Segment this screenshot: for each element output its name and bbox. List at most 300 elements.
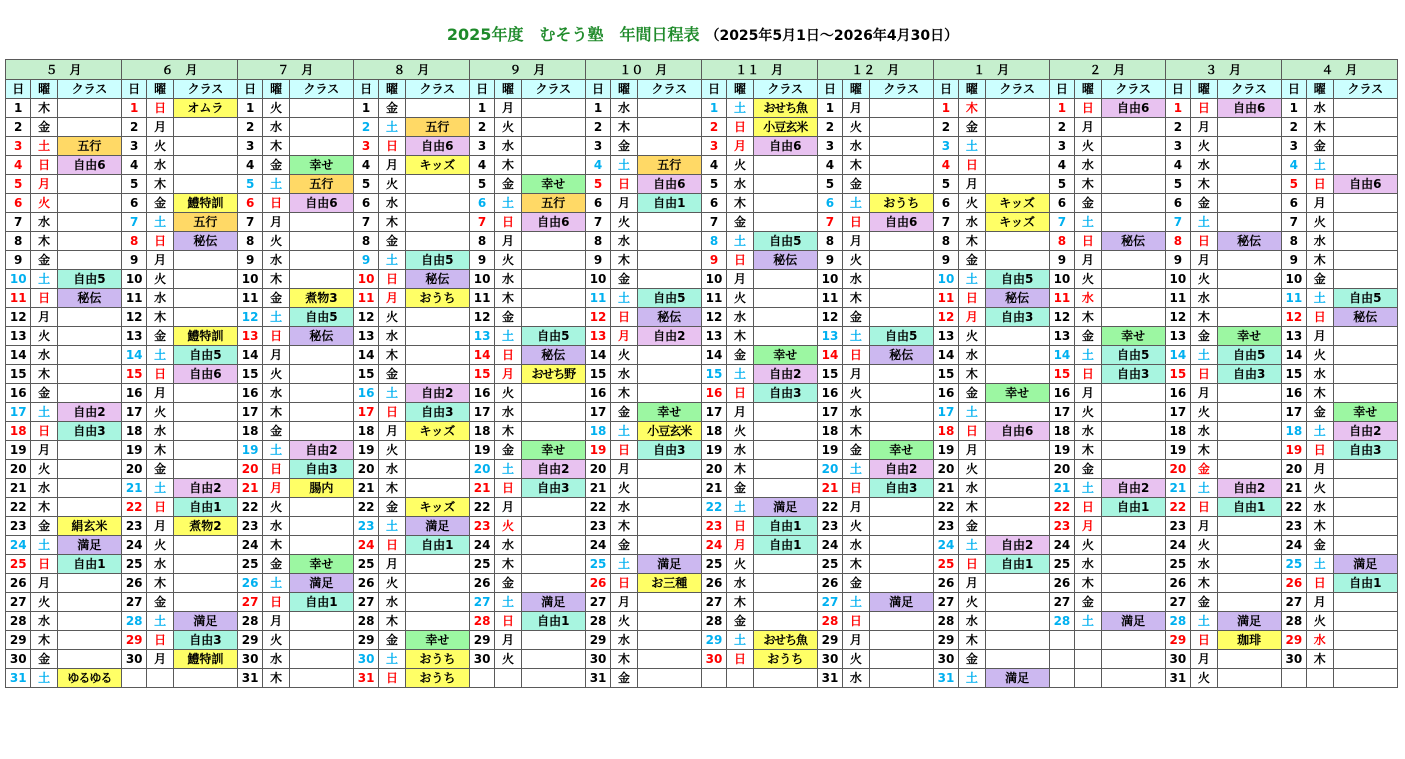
- class-empty: [637, 99, 701, 118]
- day-number: 13: [6, 327, 31, 346]
- weekday: 土: [31, 669, 58, 688]
- weekday: 火: [843, 650, 870, 669]
- day-number: 28: [585, 612, 610, 631]
- class-entry: 満足: [173, 612, 237, 631]
- day-number: 8: [6, 232, 31, 251]
- weekday: 日: [379, 536, 406, 555]
- day-number: 27: [6, 593, 31, 612]
- class-entry: 自由3: [985, 308, 1049, 327]
- class-empty: [869, 517, 933, 536]
- class-empty: [57, 251, 121, 270]
- weekday: 金: [263, 555, 290, 574]
- day-number: 10: [6, 270, 31, 289]
- weekday: 木: [1075, 308, 1102, 327]
- weekday: 火: [1307, 612, 1334, 631]
- weekday: 木: [959, 498, 986, 517]
- day-number: 13: [585, 327, 610, 346]
- day-number: 17: [237, 403, 262, 422]
- class-empty: [1217, 574, 1281, 593]
- class-empty: [869, 384, 933, 403]
- weekday: 火: [263, 232, 290, 251]
- weekday: 木: [263, 536, 290, 555]
- class-empty: [1101, 194, 1165, 213]
- class-entry: 煮物2: [173, 517, 237, 536]
- weekday: 水: [1075, 555, 1102, 574]
- weekday: 木: [1191, 574, 1218, 593]
- header-class: クラス: [985, 80, 1049, 99]
- day-number: 17: [701, 403, 726, 422]
- weekday: 金: [495, 175, 522, 194]
- day-number: 19: [6, 441, 31, 460]
- class-entry: 自由6: [57, 156, 121, 175]
- weekday: 土: [147, 346, 174, 365]
- day-number: 31: [585, 669, 610, 688]
- weekday: 土: [379, 384, 406, 403]
- day-number: 17: [1281, 403, 1306, 422]
- weekday: 金: [31, 118, 58, 137]
- class-empty: [521, 669, 585, 688]
- header-weekday: 曜: [379, 80, 406, 99]
- class-empty: [985, 517, 1049, 536]
- weekday: 木: [263, 669, 290, 688]
- day-number: 30: [469, 650, 494, 669]
- day-number: 1: [353, 99, 378, 118]
- weekday: 水: [959, 479, 986, 498]
- class-empty: [173, 669, 237, 688]
- day-row: [6, 99, 1398, 118]
- weekday: 月: [1191, 251, 1218, 270]
- weekday: 土: [959, 403, 986, 422]
- class-empty: [57, 574, 121, 593]
- class-empty: [405, 479, 469, 498]
- weekday: 火: [1307, 346, 1334, 365]
- weekday: 月: [379, 555, 406, 574]
- class-entry: 自由6: [1101, 99, 1165, 118]
- class-empty: [173, 536, 237, 555]
- weekday: 土: [379, 251, 406, 270]
- day-number: 25: [817, 555, 842, 574]
- day-number: 12: [817, 308, 842, 327]
- weekday: 木: [147, 574, 174, 593]
- class-empty: [173, 251, 237, 270]
- month-name: １ 月: [933, 60, 1049, 80]
- class-empty: [289, 517, 353, 536]
- class-entry: 腸内: [289, 479, 353, 498]
- weekday: 火: [1307, 479, 1334, 498]
- weekday: 木: [495, 555, 522, 574]
- month-name: ７ 月: [237, 60, 353, 80]
- weekday: 水: [379, 194, 406, 213]
- day-number: 14: [6, 346, 31, 365]
- day-number: 19: [353, 441, 378, 460]
- day-number: 3: [1049, 137, 1074, 156]
- class-empty: [1217, 422, 1281, 441]
- weekday: 日: [379, 137, 406, 156]
- day-number: 12: [237, 308, 262, 327]
- day-number: 4: [1049, 156, 1074, 175]
- class-entry: キッズ: [405, 498, 469, 517]
- day-number: 17: [1049, 403, 1074, 422]
- class-entry: 秘伝: [1101, 232, 1165, 251]
- class-empty: [985, 631, 1049, 650]
- weekday: 金: [495, 441, 522, 460]
- weekday: 火: [495, 650, 522, 669]
- header-day: 日: [121, 80, 146, 99]
- class-empty: [405, 612, 469, 631]
- day-number: 26: [469, 574, 494, 593]
- weekday: 日: [379, 270, 406, 289]
- class-empty: [985, 251, 1049, 270]
- weekday: 日: [843, 612, 870, 631]
- day-number: 16: [1165, 384, 1190, 403]
- weekday: 水: [31, 346, 58, 365]
- weekday: 火: [147, 137, 174, 156]
- weekday: 木: [959, 365, 986, 384]
- day-number: 22: [817, 498, 842, 517]
- class-entry: 自由5: [57, 270, 121, 289]
- weekday: 金: [1075, 327, 1102, 346]
- class-entry: 満足: [521, 593, 585, 612]
- weekday: 金: [959, 384, 986, 403]
- day-row: [6, 574, 1398, 593]
- weekday: 土: [147, 479, 174, 498]
- day-number: 18: [1049, 422, 1074, 441]
- class-entry: 自由3: [1101, 365, 1165, 384]
- class-entry: 自由5: [289, 308, 353, 327]
- day-number: 4: [1165, 156, 1190, 175]
- weekday: 日: [379, 403, 406, 422]
- weekday: 水: [611, 365, 638, 384]
- day-number: 30: [121, 650, 146, 669]
- day-number: 29: [121, 631, 146, 650]
- day-number: 12: [1049, 308, 1074, 327]
- class-empty: [1101, 403, 1165, 422]
- day-number: 19: [933, 441, 958, 460]
- class-empty: [637, 669, 701, 688]
- weekday: 月: [611, 460, 638, 479]
- weekday: 月: [1191, 650, 1218, 669]
- class-empty: [869, 232, 933, 251]
- class-empty: [57, 593, 121, 612]
- class-empty: [289, 137, 353, 156]
- day-number: [469, 669, 494, 688]
- day-number: 6: [237, 194, 262, 213]
- class-empty: [637, 460, 701, 479]
- class-entry: 自由3: [753, 384, 817, 403]
- weekday: 金: [379, 99, 406, 118]
- weekday: 水: [727, 308, 754, 327]
- class-empty: [289, 213, 353, 232]
- day-number: 25: [701, 555, 726, 574]
- header-weekday: 曜: [1191, 80, 1218, 99]
- day-number: 16: [469, 384, 494, 403]
- weekday: [147, 669, 174, 688]
- day-number: 11: [585, 289, 610, 308]
- weekday: 月: [31, 441, 58, 460]
- class-empty: [57, 194, 121, 213]
- weekday: 木: [379, 346, 406, 365]
- day-number: 21: [817, 479, 842, 498]
- weekday: 火: [263, 631, 290, 650]
- class-empty: [1333, 479, 1397, 498]
- weekday: 月: [31, 308, 58, 327]
- day-number: 11: [121, 289, 146, 308]
- class-empty: [637, 384, 701, 403]
- class-entry: 五行: [289, 175, 353, 194]
- class-entry: 満足: [1333, 555, 1397, 574]
- class-empty: [1333, 232, 1397, 251]
- day-number: 10: [1165, 270, 1190, 289]
- day-number: 14: [121, 346, 146, 365]
- class-empty: [869, 650, 933, 669]
- class-empty: [1217, 137, 1281, 156]
- class-empty: [1333, 612, 1397, 631]
- class-empty: [521, 137, 585, 156]
- weekday: 金: [1075, 593, 1102, 612]
- class-entry: 秘伝: [637, 308, 701, 327]
- class-entry: 秘伝: [289, 327, 353, 346]
- class-entry: 自由1: [289, 593, 353, 612]
- weekday: 月: [843, 365, 870, 384]
- weekday: 木: [495, 289, 522, 308]
- day-row: [6, 536, 1398, 555]
- weekday: 日: [1307, 441, 1334, 460]
- day-number: 3: [817, 137, 842, 156]
- class-empty: [173, 137, 237, 156]
- class-empty: [1101, 669, 1165, 688]
- day-number: 28: [1281, 612, 1306, 631]
- day-number: 5: [121, 175, 146, 194]
- weekday: 土: [843, 194, 870, 213]
- class-empty: [1217, 536, 1281, 555]
- day-number: 20: [121, 460, 146, 479]
- weekday: 木: [147, 308, 174, 327]
- class-empty: [405, 213, 469, 232]
- class-entry: 自由1: [985, 555, 1049, 574]
- header-class: クラス: [57, 80, 121, 99]
- weekday: 木: [959, 631, 986, 650]
- day-number: 2: [585, 118, 610, 137]
- day-number: 22: [1281, 498, 1306, 517]
- weekday: 金: [147, 460, 174, 479]
- weekday: 日: [31, 289, 58, 308]
- class-entry: 秘伝: [1217, 232, 1281, 251]
- day-number: 19: [121, 441, 146, 460]
- weekday: 金: [1075, 460, 1102, 479]
- header-day: 日: [817, 80, 842, 99]
- class-empty: [637, 137, 701, 156]
- class-empty: [57, 213, 121, 232]
- weekday: 日: [263, 327, 290, 346]
- weekday: 木: [611, 384, 638, 403]
- day-number: 11: [469, 289, 494, 308]
- day-number: 11: [353, 289, 378, 308]
- day-number: 4: [6, 156, 31, 175]
- class-empty: [753, 669, 817, 688]
- weekday: 火: [1191, 270, 1218, 289]
- weekday: 日: [31, 422, 58, 441]
- day-number: 1: [817, 99, 842, 118]
- weekday: 土: [1075, 479, 1102, 498]
- class-entry: 幸せ: [753, 346, 817, 365]
- weekday: 木: [379, 612, 406, 631]
- class-empty: [753, 403, 817, 422]
- weekday: 金: [495, 574, 522, 593]
- class-empty: [289, 536, 353, 555]
- day-number: 9: [1049, 251, 1074, 270]
- class-empty: [521, 156, 585, 175]
- day-number: [1281, 669, 1306, 688]
- class-empty: [869, 536, 933, 555]
- day-number: 1: [1165, 99, 1190, 118]
- class-empty: [637, 536, 701, 555]
- day-number: 8: [1281, 232, 1306, 251]
- day-number: 27: [353, 593, 378, 612]
- class-entry: 自由5: [521, 327, 585, 346]
- day-number: 7: [353, 213, 378, 232]
- class-entry: 自由1: [521, 612, 585, 631]
- class-entry: 自由6: [985, 422, 1049, 441]
- weekday: 木: [495, 422, 522, 441]
- class-entry: 幸せ: [521, 175, 585, 194]
- day-number: 5: [469, 175, 494, 194]
- weekday: 金: [31, 251, 58, 270]
- day-number: 24: [353, 536, 378, 555]
- weekday: 土: [1191, 346, 1218, 365]
- day-number: 5: [1281, 175, 1306, 194]
- day-number: 24: [121, 536, 146, 555]
- class-empty: [753, 574, 817, 593]
- day-number: 22: [701, 498, 726, 517]
- weekday: 火: [31, 593, 58, 612]
- class-entry: 自由5: [985, 270, 1049, 289]
- day-number: 23: [353, 517, 378, 536]
- day-number: 8: [353, 232, 378, 251]
- day-number: 14: [353, 346, 378, 365]
- weekday: 火: [727, 289, 754, 308]
- day-number: 20: [237, 460, 262, 479]
- weekday: 木: [1307, 517, 1334, 536]
- day-number: 27: [121, 593, 146, 612]
- day-number: 28: [1165, 612, 1190, 631]
- class-entry: 自由2: [1217, 479, 1281, 498]
- weekday: 木: [263, 403, 290, 422]
- weekday: 土: [1307, 422, 1334, 441]
- weekday: 土: [1191, 612, 1218, 631]
- class-empty: [1333, 384, 1397, 403]
- class-empty: [521, 99, 585, 118]
- day-number: 7: [817, 213, 842, 232]
- weekday: 日: [1307, 308, 1334, 327]
- weekday: 月: [1307, 194, 1334, 213]
- weekday: 日: [495, 213, 522, 232]
- day-number: 5: [353, 175, 378, 194]
- day-number: 4: [1281, 156, 1306, 175]
- day-row: [6, 118, 1398, 137]
- weekday: 金: [611, 403, 638, 422]
- class-entry: 秘伝: [1333, 308, 1397, 327]
- weekday: 水: [31, 612, 58, 631]
- weekday: 日: [263, 593, 290, 612]
- weekday: 木: [1191, 308, 1218, 327]
- weekday: 月: [495, 365, 522, 384]
- day-row: [6, 232, 1398, 251]
- day-number: 28: [701, 612, 726, 631]
- day-number: 4: [701, 156, 726, 175]
- weekday: 金: [31, 650, 58, 669]
- day-number: 10: [237, 270, 262, 289]
- class-empty: [1101, 251, 1165, 270]
- class-empty: [173, 403, 237, 422]
- day-number: 19: [701, 441, 726, 460]
- weekday: 土: [1307, 289, 1334, 308]
- weekday: 水: [727, 574, 754, 593]
- class-empty: [1101, 156, 1165, 175]
- day-number: 7: [1049, 213, 1074, 232]
- weekday: 水: [843, 669, 870, 688]
- schedule-table: [5, 59, 1398, 752]
- day-number: 4: [817, 156, 842, 175]
- day-row: [6, 346, 1398, 365]
- day-number: 25: [1049, 555, 1074, 574]
- class-empty: [985, 612, 1049, 631]
- weekday: 月: [147, 650, 174, 669]
- day-number: 16: [585, 384, 610, 403]
- day-number: 17: [817, 403, 842, 422]
- day-number: 16: [121, 384, 146, 403]
- weekday: 土: [263, 574, 290, 593]
- class-entry: 自由6: [289, 194, 353, 213]
- weekday: 金: [1307, 270, 1334, 289]
- weekday: 金: [379, 365, 406, 384]
- class-empty: [173, 574, 237, 593]
- class-empty: [869, 270, 933, 289]
- day-number: 8: [469, 232, 494, 251]
- day-number: 11: [237, 289, 262, 308]
- class-entry: 五行: [405, 118, 469, 137]
- day-number: 22: [237, 498, 262, 517]
- class-entry: おせち魚: [753, 631, 817, 650]
- weekday: 水: [1075, 422, 1102, 441]
- class-empty: [869, 365, 933, 384]
- class-entry: 自由2: [289, 441, 353, 460]
- weekday: 水: [147, 156, 174, 175]
- day-number: 15: [701, 365, 726, 384]
- weekday: 日: [1191, 631, 1218, 650]
- day-number: 20: [1049, 460, 1074, 479]
- class-empty: [1333, 118, 1397, 137]
- day-number: 9: [6, 251, 31, 270]
- class-entry: 秘伝: [985, 289, 1049, 308]
- day-row: [6, 403, 1398, 422]
- weekday: 火: [959, 460, 986, 479]
- day-number: 1: [585, 99, 610, 118]
- weekday: 金: [147, 327, 174, 346]
- weekday: 土: [1307, 555, 1334, 574]
- class-empty: [173, 156, 237, 175]
- weekday: 火: [959, 327, 986, 346]
- weekday: 土: [495, 460, 522, 479]
- day-number: 23: [1049, 517, 1074, 536]
- day-number: 12: [353, 308, 378, 327]
- class-empty: [289, 498, 353, 517]
- header-class: クラス: [1333, 80, 1397, 99]
- day-number: 2: [933, 118, 958, 137]
- class-empty: [637, 479, 701, 498]
- weekday: 火: [1307, 213, 1334, 232]
- day-row: [6, 479, 1398, 498]
- class-empty: [637, 213, 701, 232]
